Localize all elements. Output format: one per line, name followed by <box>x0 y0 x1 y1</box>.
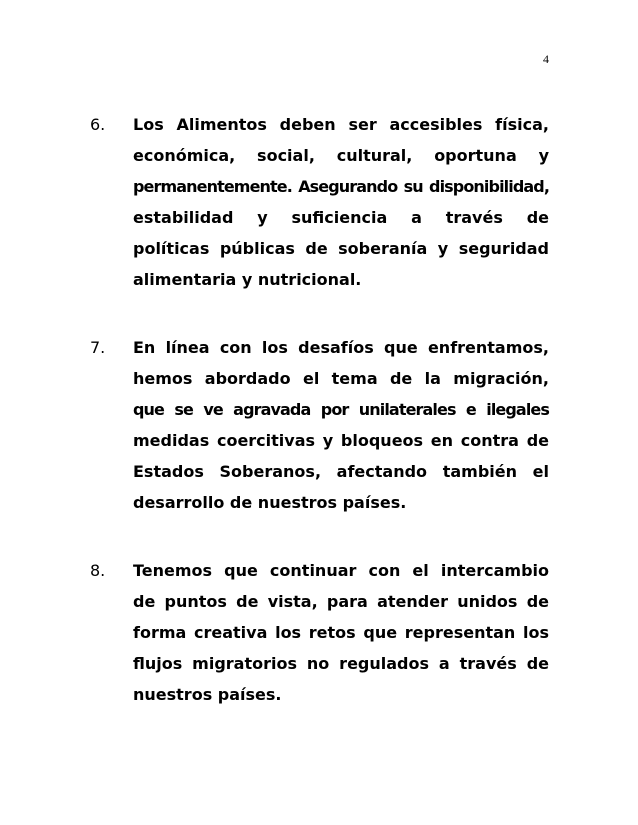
text-line: permanentemente. Asegurando su disponibilidad, <box>133 177 549 196</box>
item-number: 8. <box>90 561 106 580</box>
text-line: medidas coercitivas y bloqueos en contra de <box>133 431 549 450</box>
text-line: Tenemos que continuar con el intercambio <box>133 561 549 580</box>
text-line: estabilidad y suficiencia a través de <box>133 208 549 227</box>
text-line: En línea con los desafíos que enfrentamos, <box>133 338 549 357</box>
text-line: de puntos de vista, para atender unidos de <box>133 592 549 611</box>
text-line: políticas públicas de soberanía y seguridad <box>133 239 549 258</box>
text-line: hemos abordado el tema de la migración, <box>133 369 549 388</box>
text-line: que se ve agravada por unilaterales e ilegales <box>133 400 549 419</box>
text-line: forma creativa los retos que representan los <box>133 623 549 642</box>
text-line: económica, social, cultural, oportuna y <box>133 146 549 165</box>
item-number: 7. <box>90 338 106 357</box>
text-line: desarrollo de nuestros países. <box>133 493 407 512</box>
text-line: Los Alimentos deben ser accesibles física, <box>133 115 549 134</box>
text-line: Estados Soberanos, afectando también el <box>133 462 549 481</box>
page-number: 4 <box>543 52 549 66</box>
text-line: alimentaria y nutricional. <box>133 270 362 289</box>
text-line: flujos migratorios no regulados a través de <box>133 654 549 673</box>
item-number: 6. <box>90 115 106 134</box>
text-line: nuestros países. <box>133 685 282 704</box>
